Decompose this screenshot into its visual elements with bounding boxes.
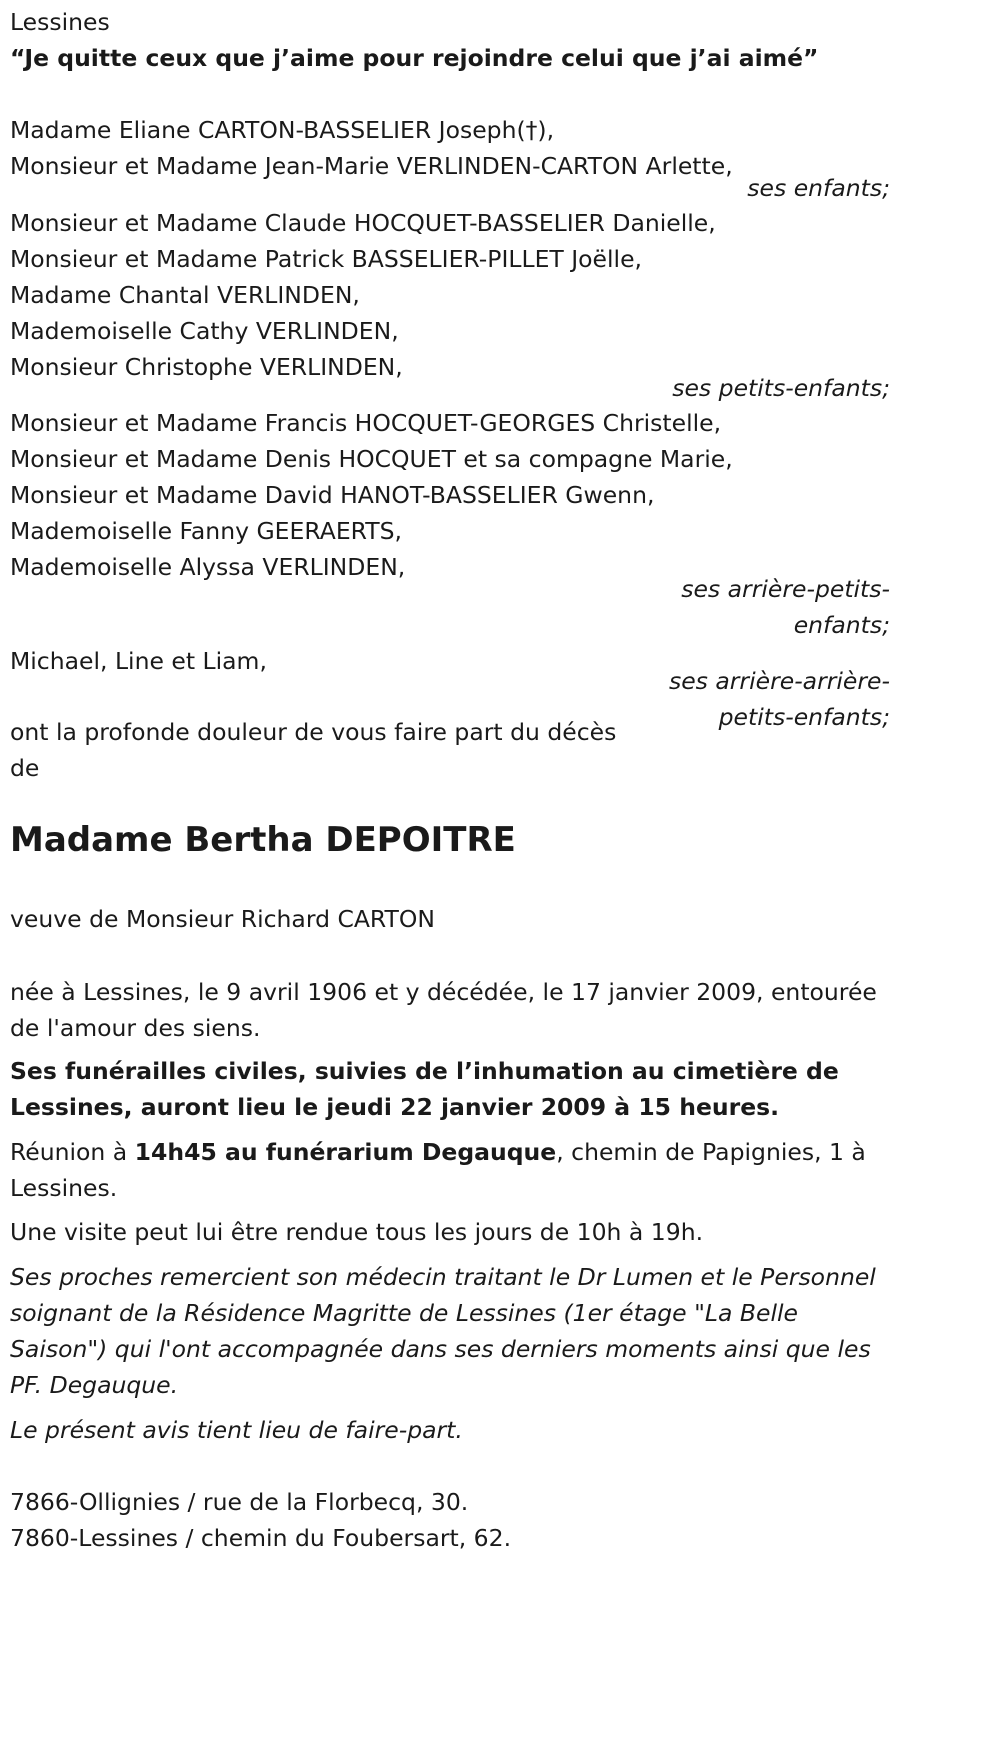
family-member: Monsieur et Madame Jean-Marie VERLINDEN-CARTON Arlette, — [10, 152, 733, 180]
family-member: Monsieur et Madame Patrick BASSELIER-PILLET Joëlle, — [10, 245, 642, 273]
family-member: Monsieur et Madame David HANOT-BASSELIER Gwenn, — [10, 481, 655, 509]
family-member: Monsieur et Madame Claude HOCQUET-BASSELIER Danielle, — [10, 209, 716, 237]
thanks-message: Ses proches remercient son médecin traitant le Dr Lumen et le Personnel soignant de la Résidence Magritte de Lessines (1er étage "La Belle Saison") qui l'ont accompagnée dans ses derniers moments ainsi que les PF. Degauque. — [10, 1263, 876, 1399]
visit-info: Une visite peut lui être rendue tous les jours de 10h à 19h. — [10, 1218, 704, 1246]
meeting-prefix: Réunion à — [10, 1138, 135, 1166]
relation-label: ses arrière-petits- — [681, 575, 890, 603]
family-member: Monsieur Christophe VERLINDEN, — [10, 353, 403, 381]
deceased-name: Madame Bertha DEPOITRE — [10, 820, 516, 860]
announcement-line: ont la profonde douleur de vous faire part du décès — [10, 718, 617, 746]
relation-label: ses arrière-arrière- — [668, 667, 890, 695]
family-member: Madame Chantal VERLINDEN, — [10, 281, 360, 309]
relation-label: ses petits-enfants; — [672, 374, 890, 402]
widow-of: veuve de Monsieur Richard CARTON — [10, 905, 435, 933]
relation-label: enfants; — [793, 611, 890, 639]
announcement-line: de — [10, 754, 40, 782]
family-member: Mademoiselle Alyssa VERLINDEN, — [10, 553, 406, 581]
meeting-suffix: , chemin de Papignies, 1 à Lessines. — [10, 1138, 866, 1202]
family-member: Monsieur et Madame Francis HOCQUET-GEORGES Christelle, — [10, 409, 722, 437]
notice-line: Le présent avis tient lieu de faire-part. — [10, 1416, 463, 1444]
funeral-ceremony: Ses funérailles civiles, suivies de l’inhumation au cimetière de Lessines, auront lieu le jeudi 22 janvier 2009 à 15 heures. — [10, 1057, 839, 1121]
relation-label: ses enfants; — [747, 174, 890, 202]
family-member: Monsieur et Madame Denis HOCQUET et sa compagne Marie, — [10, 445, 733, 473]
quote: “Je quitte ceux que j’aime pour rejoindre celui que j’ai aimé” — [10, 44, 819, 72]
birth-death-details: née à Lessines, le 9 avril 1906 et y décédée, le 17 janvier 2009, entourée de l'amour des siens. — [10, 978, 877, 1042]
address-line: 7860-Lessines / chemin du Foubersart, 62. — [10, 1524, 512, 1552]
meeting-time-place: 14h45 au funérarium Degauque — [134, 1138, 557, 1166]
meeting-details — [10, 1134, 890, 1206]
family-member: Mademoiselle Fanny GEERAERTS, — [10, 517, 403, 545]
town-heading: Lessines — [10, 8, 110, 36]
family-member: Mademoiselle Cathy VERLINDEN, — [10, 317, 399, 345]
family-member: Michael, Line et Liam, — [10, 647, 267, 675]
family-member: Madame Eliane CARTON-BASSELIER Joseph(†), — [10, 116, 555, 144]
address-line: 7866-Ollignies / rue de la Florbecq, 30. — [10, 1488, 469, 1516]
relation-label: petits-enfants; — [718, 703, 890, 731]
